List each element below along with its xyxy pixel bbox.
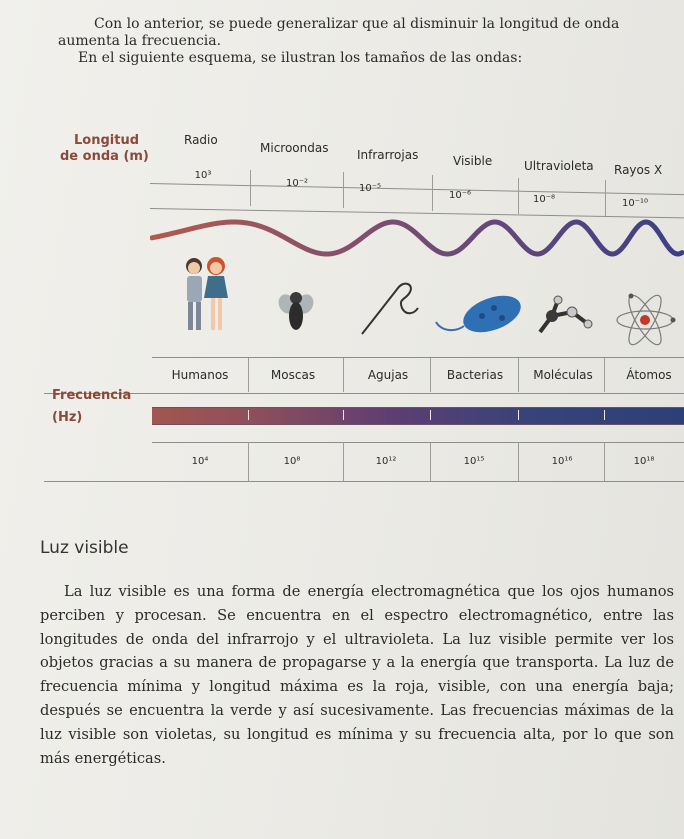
frequency-label-line2: (Hz) bbox=[52, 410, 83, 425]
wavelength-label-line2: de onda (m) bbox=[60, 149, 149, 164]
object-label: Moscas bbox=[270, 368, 316, 382]
frequency-divider bbox=[343, 442, 344, 481]
wavelength-grid-line bbox=[150, 183, 684, 195]
frequency-value: 10⁴ bbox=[191, 456, 209, 467]
frequency-value: 10¹⁸ bbox=[633, 456, 655, 467]
objects-divider bbox=[604, 358, 605, 392]
frequency-value: 10¹⁵ bbox=[463, 456, 485, 467]
objects-divider bbox=[248, 358, 249, 392]
frequency-label-line1: Frecuencia bbox=[52, 388, 132, 403]
wavelength-value: 10⁻⁶ bbox=[448, 190, 471, 201]
frequency-divider bbox=[248, 442, 249, 481]
objects-divider bbox=[518, 358, 519, 392]
band-visible: Visible bbox=[453, 154, 493, 168]
molecule-icon bbox=[530, 294, 598, 342]
frequency-value: 10¹² bbox=[375, 456, 397, 467]
frequency-label bbox=[52, 388, 131, 426]
fly-icon bbox=[278, 288, 314, 334]
wavelength-value: 10³ bbox=[194, 170, 212, 181]
wavelength-label bbox=[60, 133, 149, 165]
objects-grid-line-bottom bbox=[44, 393, 684, 394]
atom-icon bbox=[614, 290, 676, 350]
wavelength-value: 10⁻⁸ bbox=[532, 194, 555, 205]
spectrum-tick bbox=[248, 410, 249, 420]
wave-line bbox=[152, 222, 682, 254]
spectrum-tick bbox=[518, 410, 519, 420]
wavelength-value: 10⁻² bbox=[285, 178, 308, 189]
section-body-paragraph: La luz visible es una forma de energía electromagnética que los ojos humanos perciben y procesan. Se encuentra en el espectro electromagnético, entre las longitudes de onda del infrarrojo y el ultravioleta. La luz visible permite ver los objetos gracias a su manera de propagarse y a la energía que transporta. La luz de frecuencia mínima y longitud máxima es la roja, visible, con una energía baja; después se encuentra la verde y así sucesivamente. Las frecuencias máximas de la luz visible son violetas, su longitud es mínima y su frecuencia alta, por lo que son más energéticas. bbox=[40, 583, 674, 767]
section-title: Luz visible bbox=[40, 538, 129, 558]
wavelength-value: 10⁻⁵ bbox=[358, 183, 381, 194]
intro-paragraph-1: Con lo anterior, se puede generalizar que al disminuir la longitud de onda aumenta la frecuencia. bbox=[58, 16, 620, 49]
spectrum-tick bbox=[604, 410, 605, 420]
wavelength-value: 10⁻¹⁰ bbox=[621, 198, 649, 209]
objects-divider bbox=[430, 358, 431, 392]
frequency-divider bbox=[430, 442, 431, 481]
object-label: Átomos bbox=[626, 368, 672, 382]
band-microondas: Microondas bbox=[260, 141, 329, 155]
frequency-divider bbox=[518, 442, 519, 481]
object-label: Humanos bbox=[171, 368, 229, 382]
intro-text bbox=[58, 16, 658, 67]
bacteria-icon bbox=[432, 292, 524, 342]
object-label: Bacterias bbox=[446, 368, 504, 382]
band-ultravioleta: Ultravioleta bbox=[524, 159, 594, 173]
intro-paragraph-2: En el siguiente esquema, se ilustran los tamaños de las ondas: bbox=[78, 50, 523, 66]
band-rayos-x: Rayos X bbox=[614, 163, 663, 177]
frequency-grid-line-bottom bbox=[44, 481, 684, 482]
frequency-value: 10⁸ bbox=[283, 456, 301, 467]
band-infrarrojas: Infrarrojas bbox=[357, 148, 419, 162]
section-body bbox=[40, 580, 674, 770]
humans-icon bbox=[178, 254, 238, 336]
object-label: Agujas bbox=[367, 368, 409, 382]
band-radio: Radio bbox=[184, 133, 218, 147]
spectrum-tick bbox=[343, 410, 344, 420]
objects-divider bbox=[343, 358, 344, 392]
needle-icon bbox=[358, 278, 428, 338]
object-label: Moléculas bbox=[533, 368, 593, 382]
frequency-value: 10¹⁶ bbox=[551, 456, 573, 467]
spectrum-tick bbox=[430, 410, 431, 420]
wavelength-label-line1: Longitud bbox=[74, 133, 140, 148]
